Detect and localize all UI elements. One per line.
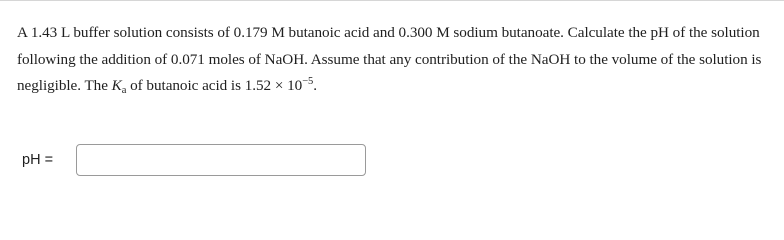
question-line-1: A 1.43 L buffer solution consists of 0.179 M butanoic acid and 0.300 M sodium butanoate. Calculate the pH of the solution bbox=[17, 24, 760, 41]
top-divider bbox=[0, 0, 784, 1]
ka-exponent: −5 bbox=[302, 76, 314, 87]
question-line-2: following the addition of 0.071 moles of NaOH. Assume that any contribution of the NaOH to the volume of the solution is bbox=[17, 50, 762, 68]
ph-label: pH = bbox=[22, 152, 54, 168]
question-text bbox=[17, 20, 772, 102]
question-line-3 bbox=[17, 73, 772, 102]
answer-row bbox=[22, 144, 372, 178]
question-line-3-middle: of butanoic acid is 1.52 × 10 bbox=[126, 77, 303, 94]
ka-subscript: a bbox=[121, 85, 127, 96]
question-line-3-suffix: . bbox=[313, 77, 318, 94]
ka-letter: K bbox=[111, 77, 122, 94]
ka-symbol bbox=[112, 77, 127, 94]
question-line-3-prefix: negligible. The bbox=[17, 77, 112, 94]
ph-answer-input[interactable] bbox=[76, 144, 366, 176]
